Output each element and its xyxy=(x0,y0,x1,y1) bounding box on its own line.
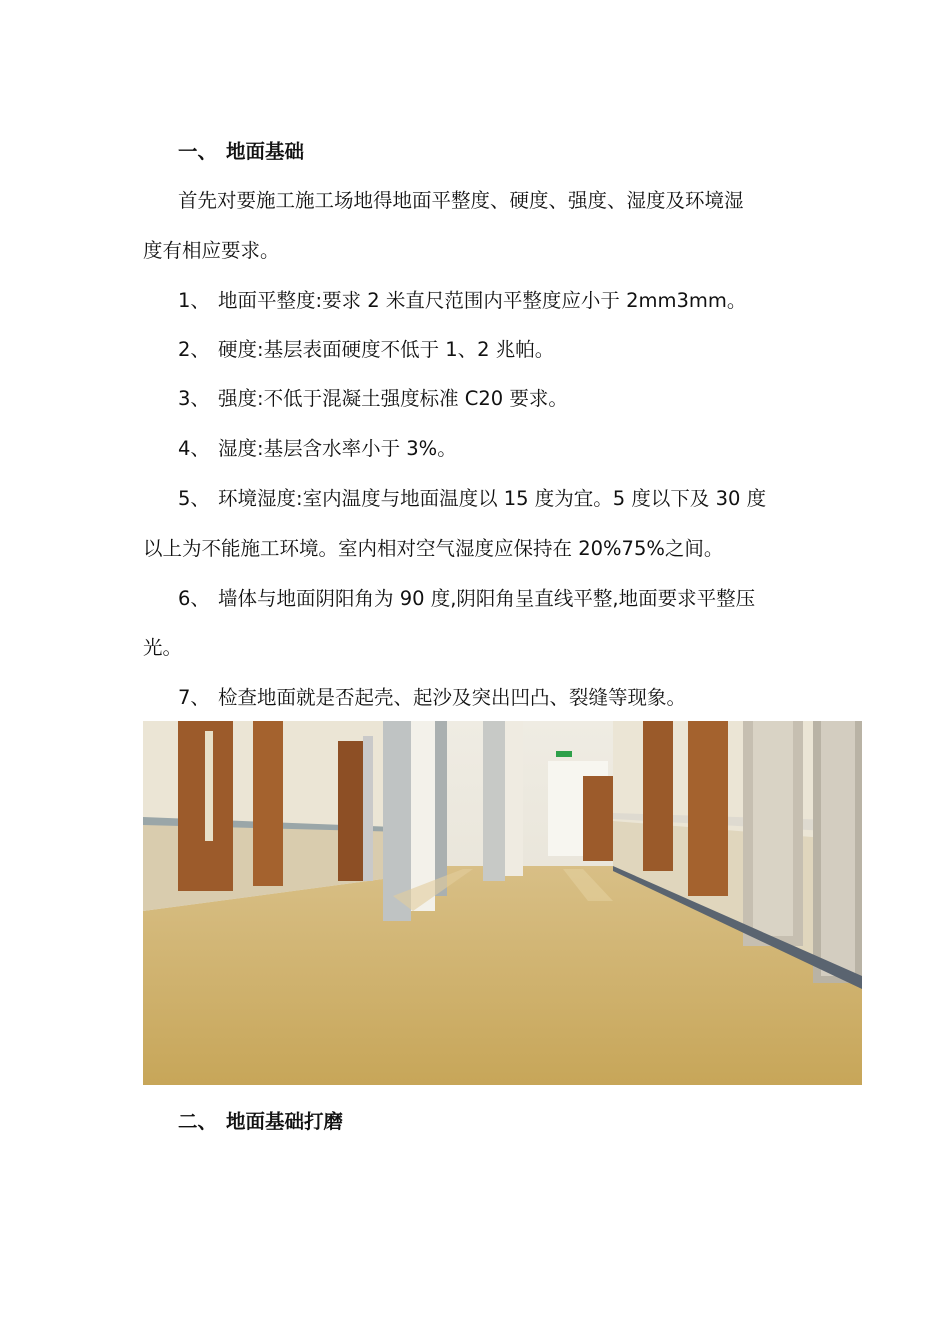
item-number: 4、 xyxy=(178,437,210,460)
intro-line-2: 度有相应要求。 xyxy=(143,239,280,262)
item-number: 5、 xyxy=(178,487,210,510)
corridor-illustration xyxy=(143,721,862,1085)
list-item-continuation: 光。 xyxy=(143,636,183,659)
section-1-heading-num: 一、 xyxy=(178,140,218,163)
list-item-continuation: 以上为不能施工环境。室内相对空气湿度应保持在 20%75%之间。 xyxy=(143,537,724,560)
list-item xyxy=(178,485,950,513)
list-item xyxy=(178,287,950,315)
item-number: 1、 xyxy=(178,289,210,312)
section-2-heading xyxy=(178,1108,950,1136)
list-item xyxy=(178,435,950,463)
item-text: 墙体与地面阴阳角为 90 度,阴阳角呈直线平整,地面要求平整压 xyxy=(218,587,756,610)
item-number: 7、 xyxy=(178,686,210,709)
corridor-photo xyxy=(143,721,862,1085)
list-item xyxy=(178,336,950,364)
item-text: 强度:不低于混凝土强度标准 C20 要求。 xyxy=(218,387,568,410)
intro-line-1: 首先对要施工施工场地得地面平整度、硬度、强度、湿度及环境湿 xyxy=(178,189,744,212)
item-text: 环境湿度:室内温度与地面温度以 15 度为宜。5 度以下及 30 度 xyxy=(218,487,767,510)
section-2-heading-num: 二、 xyxy=(178,1110,218,1133)
item-number: 3、 xyxy=(178,387,210,410)
item-number: 2、 xyxy=(178,338,210,361)
item-text: 检查地面就是否起壳、起沙及突出凹凸、裂缝等现象。 xyxy=(218,686,687,709)
item-text: 地面平整度:要求 2 米直尺范围内平整度应小于 2mm3mm。 xyxy=(218,289,747,312)
list-item xyxy=(178,385,950,413)
item-text: 湿度:基层含水率小于 3%。 xyxy=(218,437,457,460)
section-1-heading-text: 地面基础 xyxy=(226,140,305,163)
list-item xyxy=(178,585,950,613)
item-text: 硬度:基层表面硬度不低于 1、2 兆帕。 xyxy=(218,338,555,361)
list-item xyxy=(178,684,950,712)
item-number: 6、 xyxy=(178,587,210,610)
section-1-heading xyxy=(178,138,950,166)
section-2-heading-text: 地面基础打磨 xyxy=(226,1110,344,1133)
